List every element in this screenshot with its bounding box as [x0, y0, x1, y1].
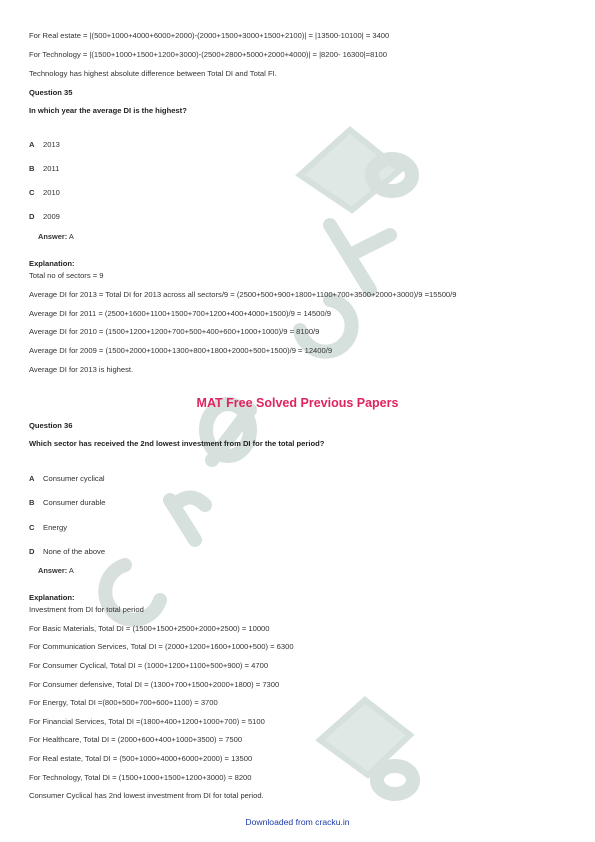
option-text: Consumer cyclical — [43, 474, 105, 483]
question-label: Question 36 — [29, 421, 73, 430]
answer-label: Answer: — [38, 232, 68, 241]
explanation-line: For Healthcare, Total DI = (2000+600+400+1000+3500) = 7500 — [29, 735, 243, 744]
question-text: Which sector has received the 2nd lowest investment from DI for the total period? — [29, 439, 325, 448]
option-b[interactable] — [29, 498, 105, 507]
solution-line: For Real estate = |(500+1000+4000+6000+2000)-(2000+1500+3000+1500+2100)| = |13500-10100| = 3400 — [29, 31, 390, 40]
option-a[interactable] — [29, 474, 105, 483]
option-key: B — [29, 164, 35, 173]
explanation-line: For Consumer defensive, Total DI = (1300+700+1500+2000+1800) = 7300 — [29, 680, 280, 689]
option-key: D — [29, 547, 35, 556]
explanation-line: Total no of sectors = 9 — [29, 271, 104, 280]
explanation-line: Average DI for 2013 = Total DI for 2013 across all sectors/9 = (2500+500+900+1800+1100+700+3500+2000+3000)/9 =15500/9 — [29, 290, 457, 299]
option-key: B — [29, 498, 35, 507]
option-d[interactable] — [29, 212, 60, 221]
option-b[interactable] — [29, 164, 59, 173]
answer-value: A — [68, 232, 74, 241]
option-text: None of the above — [43, 547, 106, 556]
answer-label: Answer: — [38, 566, 68, 575]
solution-line: For Technology = |(1500+1000+1500+1200+3000)-(2500+2800+5000+2000+4000)| = |8200- 16300|=8100 — [29, 50, 388, 59]
explanation-line: For Basic Materials, Total DI = (1500+1500+2500+2000+2500) = 10000 — [29, 624, 270, 633]
answer-value: A — [68, 566, 74, 575]
promo-banner[interactable]: MAT Free Solved Previous Papers — [196, 396, 399, 410]
option-key: A — [29, 474, 35, 483]
option-a[interactable] — [29, 140, 60, 149]
question-text: In which year the average DI is the highest? — [29, 106, 187, 115]
option-d[interactable] — [29, 547, 105, 556]
explanation-line: Average DI for 2009 = (1500+2000+1000+1300+800+1800+2000+500+1500)/9 = 12400/9 — [29, 346, 333, 355]
option-text: 2010 — [43, 188, 60, 197]
option-text: 2011 — [43, 164, 60, 173]
explanation-line: Average DI for 2010 = (1500+1200+1200+700+500+400+600+1000+1000)/9 = 8100/9 — [29, 327, 320, 336]
option-key: C — [29, 188, 35, 197]
explanation-line: Investment from DI for total period — [29, 605, 144, 614]
explanation-line: For Consumer Cyclical, Total DI = (1000+1200+1100+500+900) = 4700 — [29, 661, 269, 670]
option-key: D — [29, 212, 35, 221]
solution-line: Technology has highest absolute difference between Total DI and Total FI. — [29, 69, 277, 78]
option-c[interactable] — [29, 188, 60, 197]
option-c[interactable] — [29, 523, 67, 532]
explanation-label: Explanation: — [29, 259, 75, 268]
explanation-label: Explanation: — [29, 593, 75, 602]
question-label: Question 35 — [29, 88, 73, 97]
answer — [38, 566, 74, 575]
answer — [38, 232, 74, 241]
explanation-line: For Energy, Total DI =(800+500+700+600+1100) = 3700 — [29, 698, 218, 707]
explanation-line: For Financial Services, Total DI =(1800+400+1200+1000+700) = 5100 — [29, 717, 265, 726]
footer-link[interactable]: Downloaded from cracku.in — [245, 817, 350, 827]
option-key: C — [29, 523, 35, 532]
explanation-line: Consumer Cyclical has 2nd lowest investment from DI for total period. — [29, 791, 264, 800]
explanation-line: For Real estate, Total DI = (500+1000+4000+6000+2000) = 13500 — [29, 754, 253, 763]
option-text: Consumer durable — [43, 498, 106, 507]
explanation-line: Average DI for 2011 = (2500+1600+1100+1500+700+1200+400+4000+1500)/9 = 14500/9 — [29, 309, 331, 318]
option-key: A — [29, 140, 35, 149]
option-text: 2013 — [43, 140, 60, 149]
option-text: 2009 — [43, 212, 60, 221]
option-text: Energy — [43, 523, 68, 532]
explanation-line: For Technology, Total DI = (1500+1000+1500+1200+3000) = 8200 — [29, 773, 252, 782]
explanation-line: For Communication Services, Total DI = (2000+1200+1600+1000+500) = 6300 — [29, 642, 294, 651]
explanation-line: Average DI for 2013 is highest. — [29, 365, 134, 374]
